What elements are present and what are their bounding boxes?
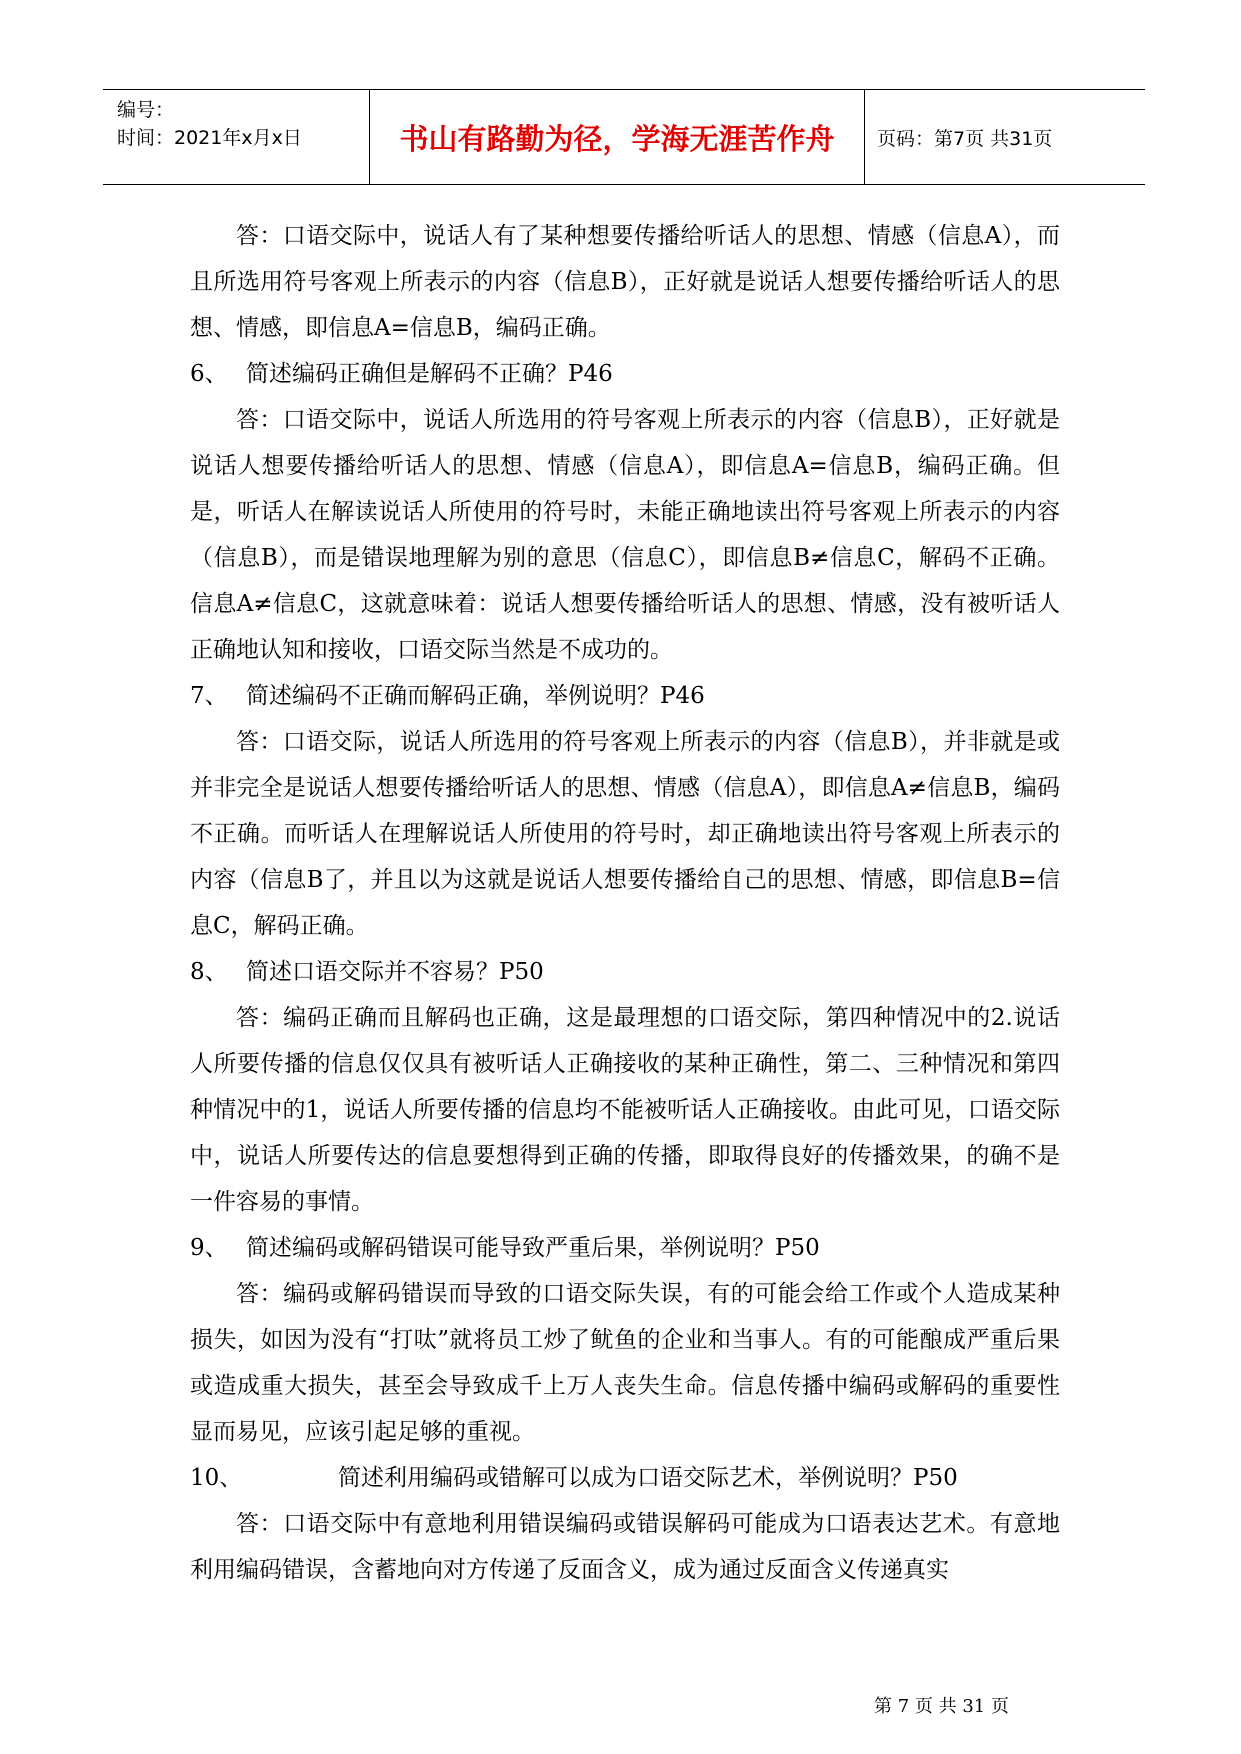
question-heading	[190, 351, 1060, 397]
question-text: 简述利用编码或错解可以成为口语交际艺术，举例说明？P50	[338, 1465, 958, 1491]
page-footer: 第 7 页 共 31 页	[874, 1696, 1009, 1717]
answer-paragraph: 答：口语交际中，说话人所选用的符号客观上所表示的内容（信息B），正好就是说话人想要传播给听话人的思想、情感（信息A），即信息A=信息B，编码正确。但是，听话人在解读说话人所使用的符号时，未能正确地读出符号客观上所表示的内容（信息B），而是错误地理解为别的意思（信息C），即信息B≠信息C，解码不正确。信息A≠信息C，这就意味着：说话人想要传播给听话人的思想、情感，没有被听话人正确地认知和接收，口语交际当然是不成功的。	[190, 407, 1060, 663]
question-text: 简述编码正确但是解码不正确？P46	[246, 361, 613, 387]
question-number: 8、	[190, 959, 228, 985]
answer-paragraph: 答：编码正确而且解码也正确，这是最理想的口语交际，第四种情况中的2.说话人所要传播的信息仅仅具有被听话人正确接收的某种正确性，第二、三种情况和第四种情况中的1，说话人所要传播的信息均不能被听话人正确接收。由此可见，口语交际中，说话人所要传达的信息要想得到正确的传播，即取得良好的传播效果，的确不是一件容易的事情。	[190, 1005, 1060, 1215]
question-text: 简述编码不正确而解码正确，举例说明？P46	[246, 683, 705, 709]
question-heading	[190, 673, 1060, 719]
question-heading	[190, 949, 1060, 995]
header-meta	[117, 96, 367, 152]
question-heading	[190, 1225, 1060, 1271]
document-body	[190, 213, 1060, 1593]
answer-paragraph: 答：编码或解码错误而导致的口语交际失误，有的可能会给工作或个人造成某种损失，如因为没有“打呔”就将员工炒了鱿鱼的企业和当事人。有的可能酿成严重后果或造成重大损失，甚至会导致成千上万人丧失生命。信息传播中编码或解码的重要性显而易见，应该引起足够的重视。	[190, 1281, 1060, 1445]
document-time-label: 时间：2021年x月x日	[117, 127, 302, 149]
question-number: 6、	[190, 361, 228, 387]
answer-paragraph: 答：口语交际中，说话人有了某种想要传播给听话人的思想、情感（信息A），而且所选用符号客观上所表示的内容（信息B），正好就是说话人想要传播给听话人的思想、情感，即信息A=信息B，编码正确。	[190, 223, 1060, 341]
question-number: 10、	[190, 1465, 243, 1491]
answer-paragraph: 答：口语交际中有意地利用错误编码或错误解码可能成为口语表达艺术。有意地利用编码错误，含蓄地向对方传递了反面含义，成为通过反面含义传递真实	[190, 1511, 1060, 1583]
question-text: 简述编码或解码错误可能导致严重后果，举例说明？P50	[246, 1235, 820, 1261]
question-text: 简述口语交际并不容易？P50	[246, 959, 544, 985]
header-motto: 书山有路勤为径，学海无涯苦作舟	[399, 121, 835, 156]
question-number: 9、	[190, 1235, 228, 1261]
question-heading	[190, 1455, 1060, 1501]
answer-paragraph: 答：口语交际，说话人所选用的符号客观上所表示的内容（信息B），并非就是或并非完全是说话人想要传播给听话人的思想、情感（信息A），即信息A≠信息B，编码不正确。而听话人在理解说话人所使用的符号时，却正确地读出符号客观上所表示的内容（信息B了，并且以为这就是说话人想要传播给自己的思想、情感，即信息B=信息C，解码正确。	[190, 729, 1060, 939]
header-motto-cell	[369, 90, 865, 184]
document-number-label: 编号：	[117, 99, 175, 121]
page-header	[103, 89, 1145, 185]
question-number: 7、	[190, 683, 228, 709]
header-page-info: 页码：第7页 共31页	[877, 127, 1053, 150]
